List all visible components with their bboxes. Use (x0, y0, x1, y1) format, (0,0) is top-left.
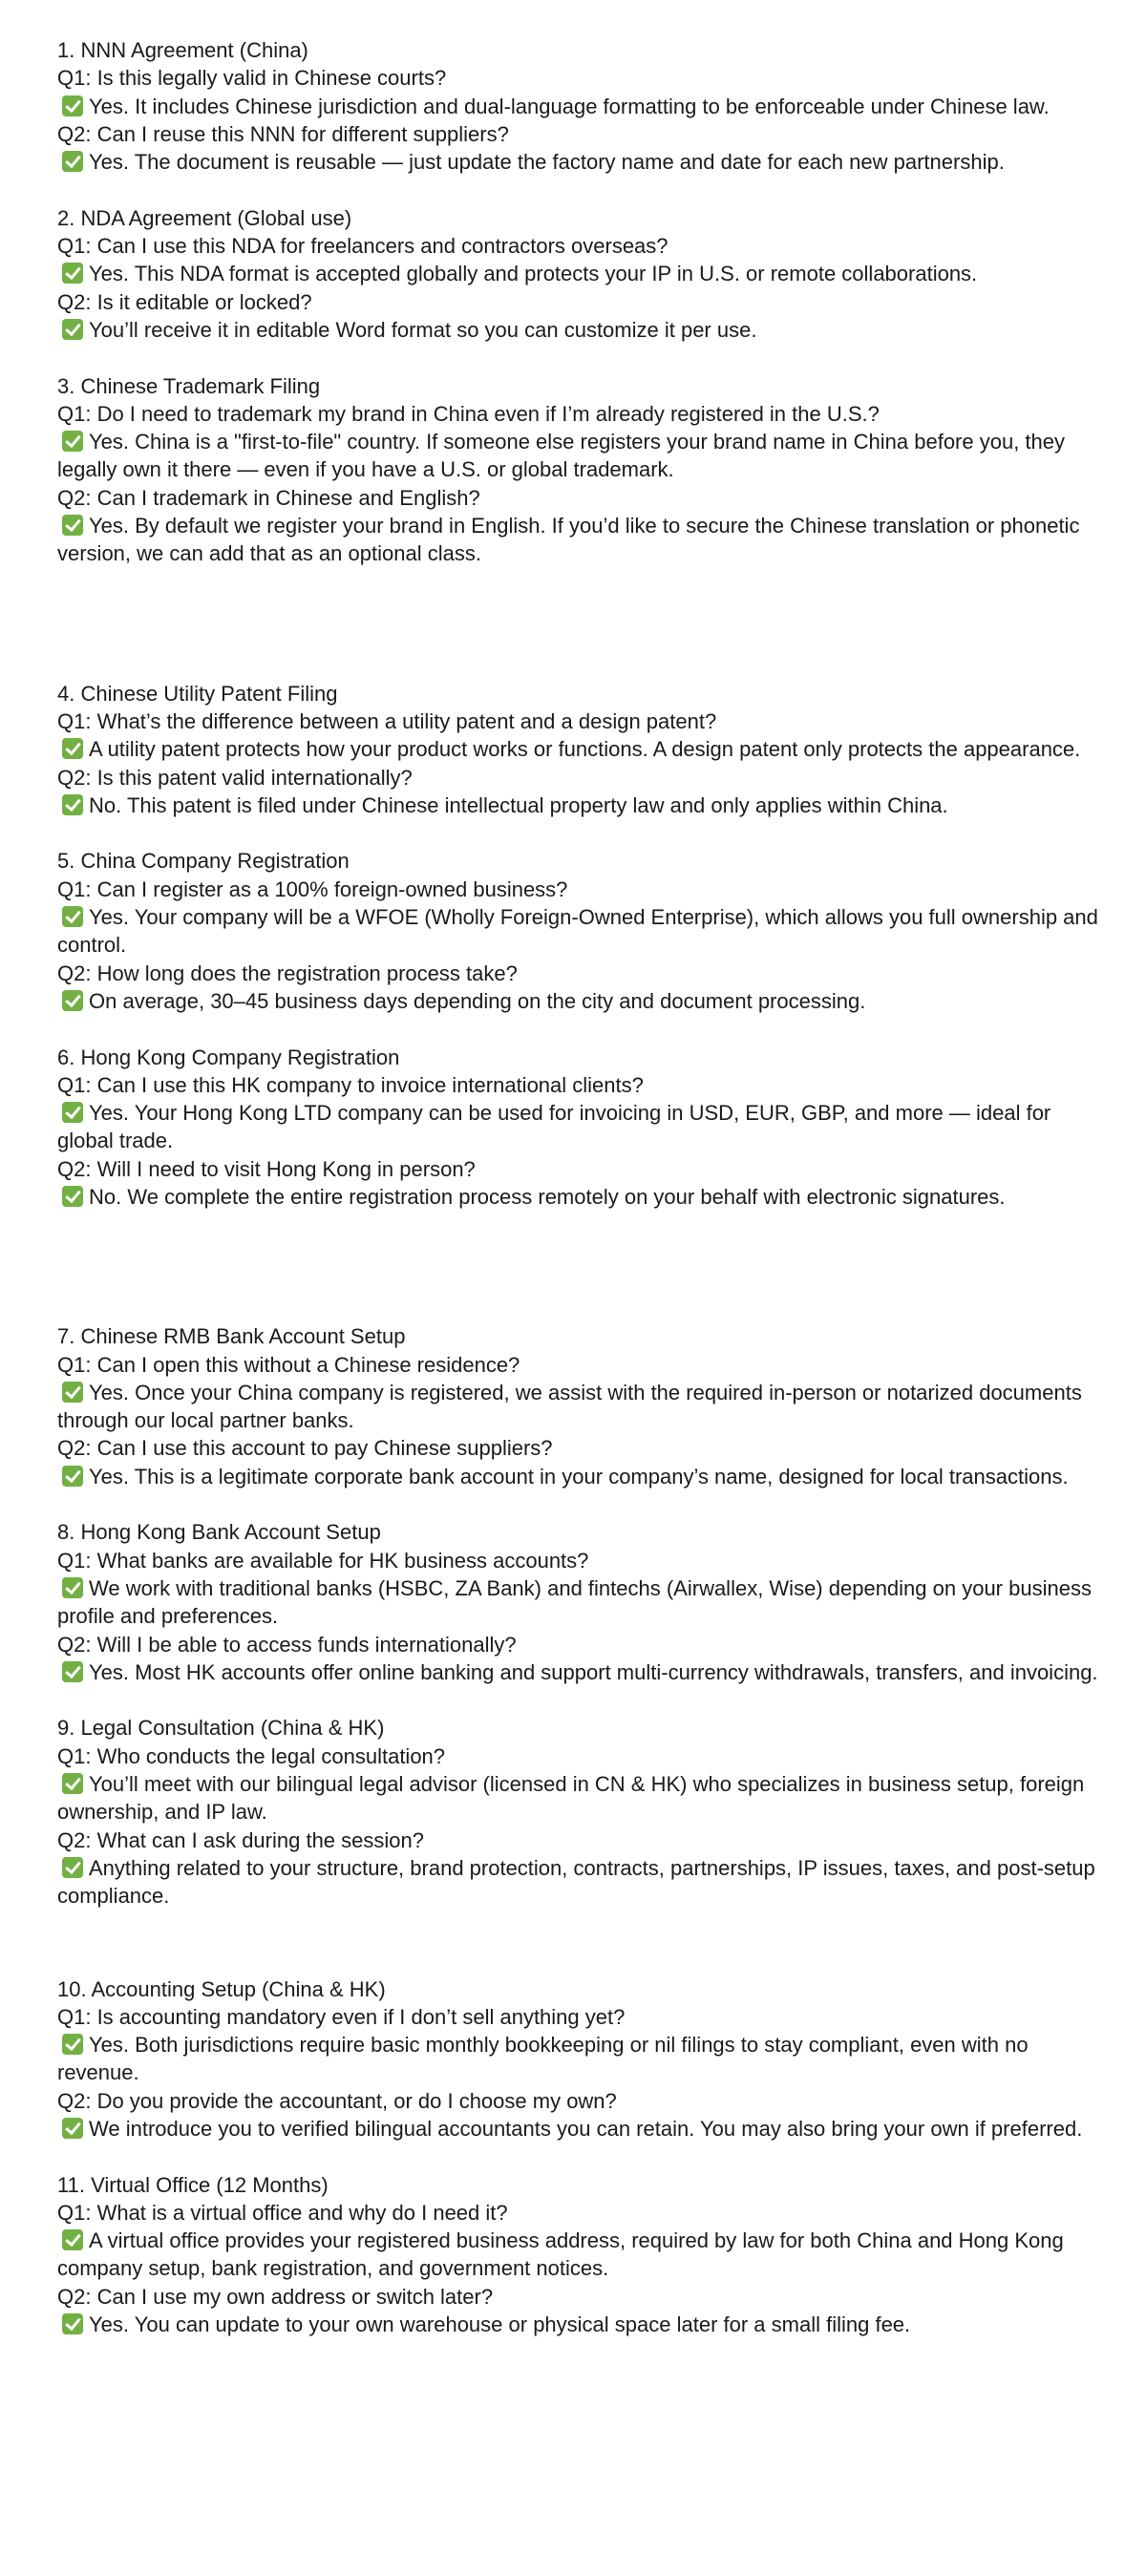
faq-document (57, 36, 1098, 2338)
answer-1: Yes. Both jurisdictions require basic monthly bookkeeping or nil filings to stay compliant, even with no revenue. (57, 2033, 1029, 2085)
question-2: Q2: Can I trademark in Chinese and English? (57, 485, 480, 510)
answer-2-line (57, 1854, 1098, 1911)
question-2: Q2: What can I ask during the session? (57, 1827, 424, 1852)
answer-1: We work with traditional banks (HSBC, ZA Bank) and fintechs (Airwallex, Wise) depending on your business profile and preferences. (57, 1575, 1092, 1629)
faq-section-hk-company-registration (57, 1044, 1098, 1212)
answer-1: Yes. China is a "first-to-file" country. If someone else registers your brand name in China before you, they legally own it there — even if you have a U.S. or global trademark. (57, 430, 1066, 482)
answer-2-line (57, 1463, 1098, 1490)
question-2: Q2: Is this patent valid internationally? (57, 765, 413, 790)
answer-2-line (57, 987, 1098, 1015)
section-spacer (57, 2143, 1098, 2170)
question-1: Q1: Can I register as a 100% foreign-owned business? (57, 876, 568, 901)
answer-2: Yes. This is a legitimate corporate bank account in your company’s name, designed for local transactions. (89, 1464, 1069, 1489)
check-icon (62, 263, 83, 284)
faq-section-virtual-office (57, 2171, 1098, 2339)
check-icon (62, 2118, 83, 2139)
answer-2-line (57, 1658, 1098, 1686)
question-1: Q1: What’s the difference between a utility patent and a design patent? (57, 708, 717, 733)
section-spacer (57, 1686, 1098, 1714)
check-icon (62, 515, 83, 536)
answer-1: A utility patent protects how your product works or functions. A design patent only protects the appearance. (89, 737, 1081, 762)
check-icon (62, 1773, 83, 1794)
answer-2-line (57, 792, 1098, 819)
answer-1-line (57, 93, 1098, 120)
question-2: Q2: Is it editable or locked? (57, 289, 312, 314)
answer-1-line (57, 1379, 1098, 1435)
question-2: Q2: Can I use this account to pay Chinese suppliers? (57, 1436, 553, 1461)
question-1: Q1: Can I use this HK company to invoice international clients? (57, 1072, 644, 1097)
answer-1: A virtual office provides your registered business address, required by law for both China and Hong Kong company setup, bank registration, and government notices. (57, 2228, 1064, 2281)
section-title: 11. Virtual Office (12 Months) (57, 2172, 329, 2197)
answer-2: You’ll receive it in editable Word format so you can customize it per use. (89, 317, 757, 342)
check-icon (62, 95, 83, 116)
question-2: Q2: Will I be able to access funds internationally? (57, 1632, 517, 1657)
answer-1: Yes. It includes Chinese jurisdiction and dual-language formatting to be enforceable under Chinese law. (89, 94, 1050, 118)
question-1: Q1: Can I use this NDA for freelancers and contractors overseas? (57, 234, 668, 259)
faq-section-legal-consultation (57, 1714, 1098, 1910)
check-icon (62, 1857, 83, 1878)
check-icon (62, 1577, 83, 1598)
faq-section-nnn-agreement (57, 36, 1098, 176)
question-1: Q1: Who conducts the legal consultation? (57, 1743, 446, 1768)
section-spacer (57, 1015, 1098, 1043)
check-icon (62, 906, 83, 927)
check-icon (62, 431, 83, 452)
section-title: 4. Chinese Utility Patent Filing (57, 681, 338, 706)
page-gap (57, 1911, 1098, 1975)
answer-2: We introduce you to verified bilingual accountants you can retain. You may also bring your own if preferred. (89, 2117, 1083, 2141)
section-title: 9. Legal Consultation (China & HK) (57, 1716, 385, 1741)
answer-1: You’ll meet with our bilingual legal advisor (licensed in CN & HK) who specializes in business setup, foreign ownership, and IP law. (57, 1772, 1085, 1825)
question-1: Q1: Is this legally valid in Chinese courts? (57, 66, 447, 91)
question-2: Q2: Can I use my own address or switch later? (57, 2284, 494, 2309)
answer-2-line (57, 148, 1098, 176)
question-1: Q1: Is accounting mandatory even if I don’t sell anything yet? (57, 2004, 626, 2029)
answer-1: Yes. This NDA format is accepted globally and protects your IP in U.S. or remote collaborations. (89, 262, 978, 286)
check-icon (62, 2229, 83, 2250)
answer-1-line (57, 428, 1098, 484)
section-title: 6. Hong Kong Company Registration (57, 1045, 400, 1069)
page-gap (57, 568, 1098, 680)
faq-section-china-company-registration (57, 847, 1098, 1015)
faq-section-utility-patent (57, 680, 1098, 819)
question-1: Q1: What banks are available for HK business accounts? (57, 1548, 589, 1573)
check-icon (62, 1466, 83, 1487)
answer-2: Yes. The document is reusable — just update the factory name and date for each new partnership. (89, 150, 1005, 175)
answer-2: Yes. Most HK accounts offer online banking and support multi-currency withdrawals, transfers, and invoicing. (89, 1659, 1098, 1684)
check-icon (62, 1186, 83, 1207)
check-icon (62, 990, 83, 1011)
answer-2: Yes. By default we register your brand in English. If you’d like to secure the Chinese translation or phonetic version, we can add that as an optional class. (57, 514, 1080, 566)
section-title: 8. Hong Kong Bank Account Setup (57, 1520, 381, 1545)
check-icon (62, 1382, 83, 1403)
check-icon (62, 1102, 83, 1123)
answer-2: No. We complete the entire registration process remotely on your behalf with electronic signatures. (89, 1184, 1006, 1209)
check-icon (62, 2034, 83, 2055)
answer-1-line (57, 903, 1098, 960)
answer-1-line (57, 1574, 1098, 1631)
answer-1: Yes. Your company will be a WFOE (Wholly Foreign-Owned Enterprise), which allows you full ownership and control. (57, 905, 1098, 958)
question-2: Q2: How long does the registration process take? (57, 961, 518, 985)
faq-section-trademark-filing (57, 372, 1098, 568)
answer-2-line (57, 316, 1098, 344)
page-gap (57, 1211, 1098, 1322)
faq-section-hk-bank-account (57, 1518, 1098, 1686)
answer-1-line (57, 2031, 1098, 2087)
answer-2-line (57, 512, 1098, 568)
answer-1-line (57, 260, 1098, 287)
question-1: Q1: What is a virtual office and why do I need it? (57, 2200, 508, 2225)
answer-1: Yes. Your Hong Kong LTD company can be used for invoicing in USD, EUR, GBP, and more — ideal for global trade. (57, 1101, 1051, 1153)
faq-section-nda-agreement (57, 204, 1098, 344)
check-icon (62, 319, 83, 340)
section-spacer (57, 344, 1098, 371)
section-title: 1. NNN Agreement (China) (57, 38, 308, 62)
answer-1-line (57, 1099, 1098, 1155)
section-title: 10. Accounting Setup (China & HK) (57, 1976, 386, 2001)
answer-2-line (57, 1183, 1098, 1211)
answer-1-line (57, 735, 1098, 763)
answer-2: Yes. You can update to your own warehouse or physical space later for a small filing fee. (89, 2312, 911, 2337)
question-2: Q2: Will I need to visit Hong Kong in person? (57, 1156, 476, 1181)
question-1: Q1: Do I need to trademark my brand in China even if I’m already registered in the U.S.? (57, 401, 880, 426)
section-title: 7. Chinese RMB Bank Account Setup (57, 1324, 406, 1349)
answer-2: Anything related to your structure, brand protection, contracts, partnerships, IP issues, taxes, and post-setup compliance. (57, 1855, 1095, 1909)
question-2: Q2: Can I reuse this NNN for different suppliers? (57, 121, 509, 146)
check-icon (62, 2313, 83, 2334)
section-title: 5. China Company Registration (57, 849, 350, 874)
answer-1: Yes. Once your China company is registered, we assist with the required in-person or notarized documents through our local partner banks. (57, 1380, 1082, 1433)
section-title: 3. Chinese Trademark Filing (57, 373, 321, 398)
faq-section-rmb-bank-account (57, 1322, 1098, 1490)
section-spacer (57, 1490, 1098, 1518)
faq-section-accounting-setup (57, 1975, 1098, 2143)
answer-1-line (57, 1770, 1098, 1826)
answer-2: No. This patent is filed under Chinese intellectual property law and only applies within China. (89, 792, 948, 817)
section-title: 2. NDA Agreement (Global use) (57, 205, 352, 230)
question-1: Q1: Can I open this without a Chinese residence? (57, 1352, 520, 1377)
answer-1-line (57, 2227, 1098, 2283)
check-icon (62, 738, 83, 759)
answer-2-line (57, 2311, 1098, 2338)
section-spacer (57, 176, 1098, 203)
answer-2-line (57, 2115, 1098, 2143)
section-spacer (57, 819, 1098, 847)
answer-2: On average, 30–45 business days depending on the city and document processing. (89, 988, 866, 1013)
check-icon (62, 1661, 83, 1682)
check-icon (62, 794, 83, 815)
check-icon (62, 151, 83, 172)
question-2: Q2: Do you provide the accountant, or do I choose my own? (57, 2088, 617, 2113)
